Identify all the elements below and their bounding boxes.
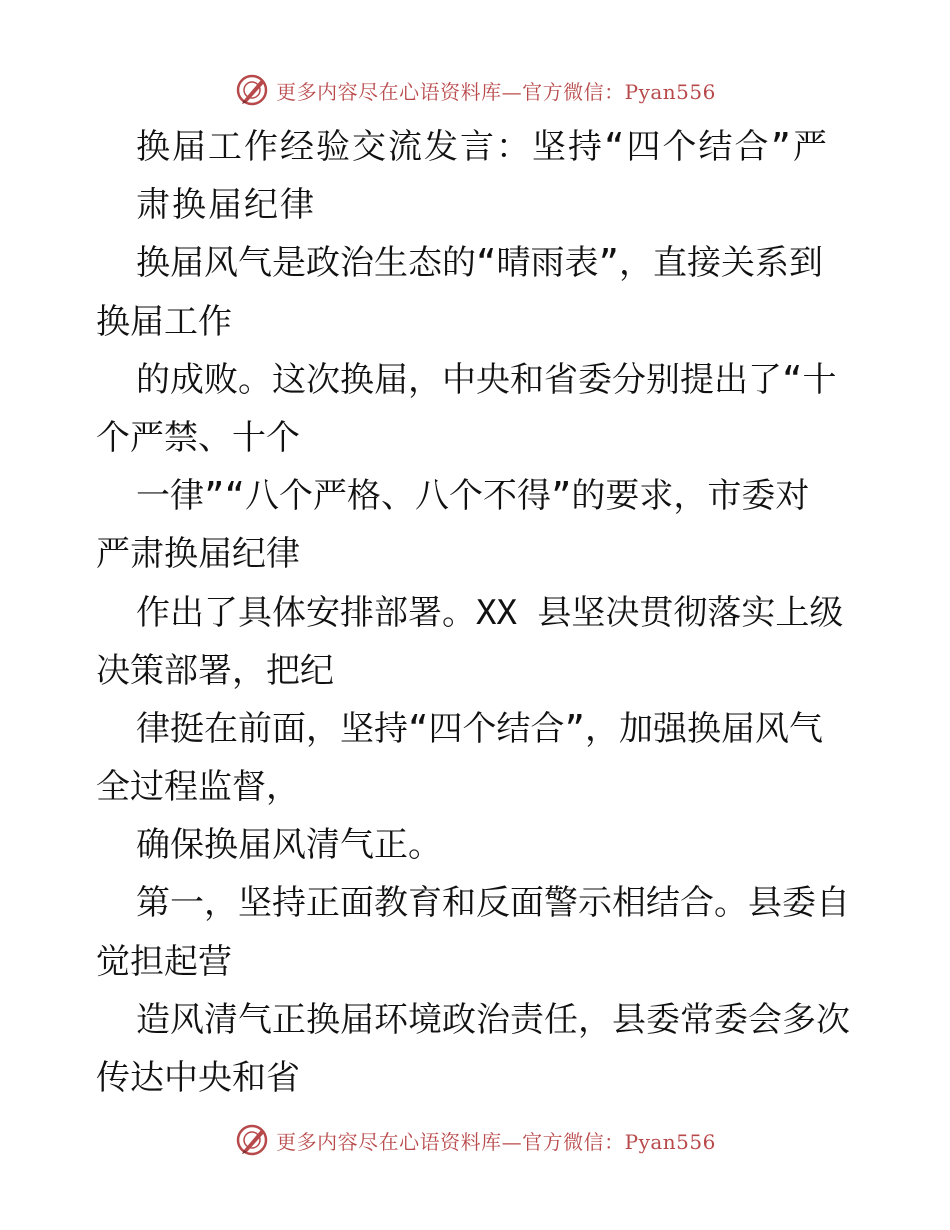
- document-title-line: 肃换届纪律: [136, 185, 316, 226]
- paragraph-line: 第一，坚持正面教育和反面警示相结合。县委自: [136, 883, 850, 924]
- watermark-text: 更多内容尽在心语资料库—官方微信：Pyan556: [276, 79, 716, 104]
- pen-logo-icon: [234, 72, 270, 108]
- paragraph-line: 造风清气正换届环境政治责任，县委常委会多次: [136, 999, 850, 1040]
- document-body: [96, 118, 856, 1107]
- paragraph-line: 一律”“八个严格、八个不得”的要求，市委对: [136, 476, 810, 517]
- paragraph-line: 律挺在前面，坚持“四个结合”，加强换届风气: [136, 708, 823, 749]
- paragraph-line: 确保换届风清气正。: [136, 825, 442, 866]
- paragraph-line: 觉担起营: [96, 941, 232, 982]
- footer-watermark: [0, 1120, 950, 1160]
- paragraph-line: 的成败。这次换届，中央和省委分别提出了“十: [136, 359, 837, 400]
- watermark-text: 更多内容尽在心语资料库—官方微信：Pyan556: [276, 1129, 716, 1154]
- header-watermark: [0, 70, 950, 110]
- paragraph-line: 全过程监督，: [96, 767, 300, 808]
- paragraph-line: 严肃换届纪律: [96, 534, 300, 575]
- paragraph-line: 传达中央和省: [96, 1058, 300, 1098]
- paragraph-line: 换届工作: [96, 301, 232, 342]
- paragraph-line: 个严禁、十个: [96, 417, 300, 458]
- pen-logo-icon: [234, 1122, 270, 1158]
- paragraph-line: 换届风气是政治生态的“晴雨表”，直接关系到: [136, 243, 823, 284]
- paragraph-line: 作出了具体安排部署。XX 县坚决贯彻落实上级: [136, 592, 844, 633]
- paragraph-line: 决策部署，把纪: [96, 650, 334, 691]
- document-title-line: 换届工作经验交流发言：坚持“四个结合”严: [136, 127, 829, 167]
